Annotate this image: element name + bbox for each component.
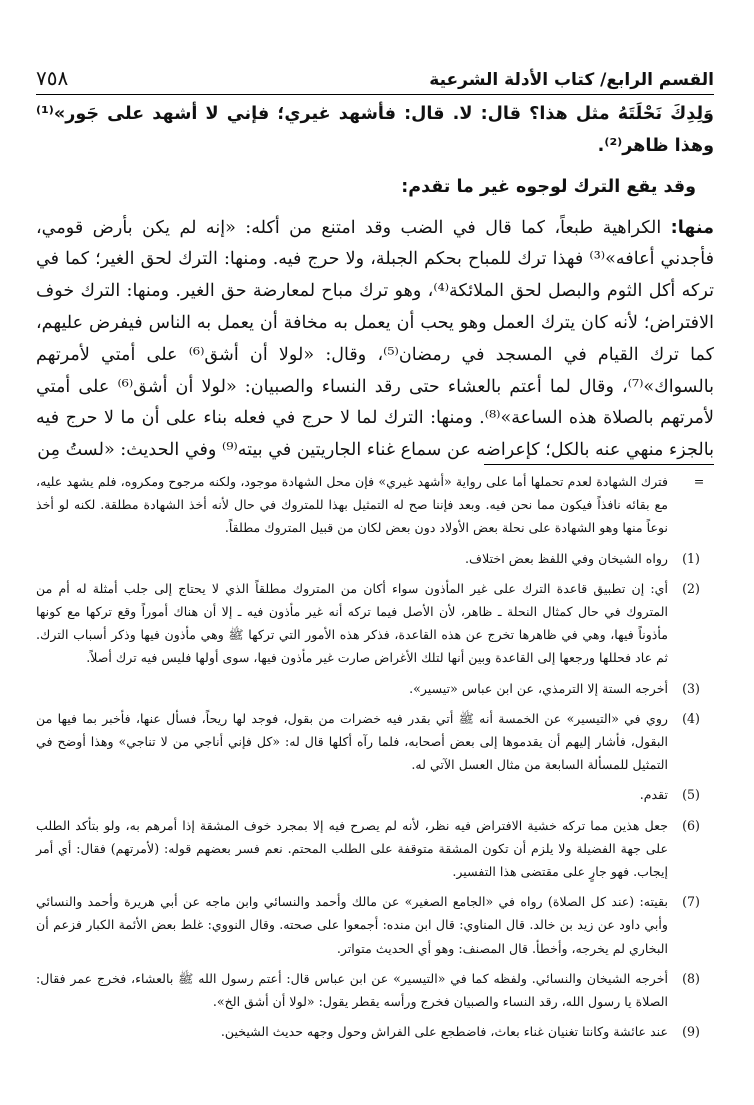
footnote xyxy=(36,783,714,806)
footnote-number: (7) xyxy=(682,894,700,910)
section-heading: وقد يقع الترك لوجوه غير ما تقدم: xyxy=(401,176,696,197)
footnote-text: أخرجه الستة إلا الترمذي، عن ابن عباس «تيسير». xyxy=(409,680,668,696)
page-number: ٧٥٨ xyxy=(36,66,69,90)
footnote-number: (5) xyxy=(682,787,700,803)
footnote xyxy=(36,967,714,1013)
footnote-number: (8) xyxy=(682,970,700,986)
footnote xyxy=(36,814,714,884)
paragraph-lead: منها: xyxy=(670,217,714,238)
footnotes xyxy=(36,470,714,1050)
footnote-number: (3) xyxy=(682,680,700,696)
footnote-text: جعل هذين مما تركه خشية الافتراض فيه نظر، لأنه لم يصرح فيه إلا بمجرد خوف المشقة إذا أمرهم به، ولو بتأكد الطلب على جهة الفضيلة ولا يلزم أن تكون المشقة متوقفة على الطلب المحتم. نعم فسر بعضهم قوله: (لأمرتهم) فقال: أي أمر إيجاب. فهو جارٍ على مقتضى هذا التفسير. xyxy=(36,817,668,880)
footnote-number: (1) xyxy=(682,550,700,566)
footnote-separator xyxy=(484,464,714,465)
main-text xyxy=(36,99,714,467)
footnote-continuation xyxy=(36,470,705,540)
footnote-number: (4) xyxy=(682,710,700,726)
footnote xyxy=(36,547,714,570)
footnote-text: تقدم. xyxy=(639,787,668,803)
continuation-marker: = xyxy=(693,474,705,489)
footnote-text: أخرجه الشيخان والنسائي. ولفظه كما في «التيسير» عن ابن عباس قال: أعتم رسول الله ﷺ بالعشاء، فخرج عمر فقال: الصلاة يا رسول الله، رقد النساء والصبيان فخرج ورأسه يقطر يقول: «لولا أن أشق الخ». xyxy=(36,970,668,1010)
paragraph-text: الكراهية طبعاً، كما قال في الضب وقد امتنع من أكله: «إنه لم يكن بأرض قومي، فأجدني أعافه»⁽³⁾ فهذا ترك للمباح بحكم الجبلة، ولا حرج فيه. ومنها: الترك لحق الغير؛ كما في تركه أكل الثوم والبصل لحق الملائكة⁽⁴⁾، وهو ترك مباح لمعارضة حق الغير. ومنها: الترك خوف الافتراض؛ لأنه كان يترك العمل وهو يحب أن يعمل به مخافة أن يعمل به الناس فيفرض عليهم، كما ترك القيام في المسجد في رمضان⁽⁵⁾، وقال: «لولا أن أشق⁽⁶⁾ على أمتي لأمرتهم بالسواك»⁽⁷⁾، وقال لما أعتم بالعشاء حتى رقد النساء والصبيان: «لولا أن أشق⁽⁶⁾ على أمتي لأمرتهم بالصلاة هذه الساعة»⁽⁸⁾. ومنها: الترك لما لا حرج في فعله بناء على أن ما لا حرج فيه بالجزء منهي عنه بالكل؛ كإعراضه عن سماع غناء الجاريتين في بيته⁽⁹⁾ وفي الحديث: «لستُ مِن xyxy=(36,217,714,461)
reasons-paragraph xyxy=(36,213,714,467)
page-header xyxy=(36,56,714,95)
footnote xyxy=(36,677,714,700)
footnote-number: (9) xyxy=(682,1024,700,1040)
footnote-text: بقيته: (عند كل الصلاة) رواه في «الجامع الصغير» عن مالك وأحمد والنسائي وابن ماجه عن أبي هريرة وأحمد والنسائي وأبي داود عن زيد بن خالد. قال المناوي: قال ابن منده: أجمعوا على صحته. وقال النووي: غلط بعض الأئمة الكبار فزعم أن البخاري لم يخرجه، وأخطأ. قال المصنف: وهو أي الحديث متواتر. xyxy=(36,894,668,956)
footnote xyxy=(36,707,714,777)
footnote-text: أي: إن تطبيق قاعدة الترك على غير المأذون سواء أكان من المتروك مطلقاً الذي لا يحتاج إلى جلب أمثلة له أم من المتروك في حال كمثال النحلة ـ ظاهر، لأن الأصل فيما تركه أنه غير مأذون فيه ـ إلا أن هناك أموراً وقع تركها مع كونها مأذوناً فيها، وهي في ظاهرها تخرج عن هذه القاعدة، فذكر هذه الأمور التي تركها ﷺ وهي مأذون فيها وذكر أسباب الترك. ثم عاد فحللها ورجعها إلى القاعدة وبين أنها لتلك الأغراض صارت غير مأذون فيها، سوى أولها فليس فيه ترك أصلاً. xyxy=(36,580,668,666)
running-title: القسم الرابع/ كتاب الأدلة الشرعية xyxy=(429,70,714,90)
footnote xyxy=(36,1020,714,1043)
footnote-number: (6) xyxy=(682,817,700,833)
footnote-text: روي في «التيسير» عن الخمسة أنه ﷺ أتي بقدر فيه خضرات من بقول، فوجد لها ريحاً، فسأل عنها، فأخبر بما فيها من البقول، فأشار إليهم أن يقدموها إلى بعض أصحابه، فلما رآه أكلها قال له: «كل فإني أناجي من لا تناجي» وهذا أوضح في التمثيل للمسألة السابعة من مثال العسل الآتي له. xyxy=(36,710,668,773)
footnote xyxy=(36,890,714,960)
footnote-text: عند عائشة وكانتا تغنيان غناء بعاث، فاضطجع على الفراش وحول وجهه حديث الشيخين. xyxy=(220,1024,668,1040)
continuation-text: فترك الشهادة لعدم تحملها أما على رواية «أشهد غيري» فإن محل الشهادة موجود، ولكنه مرجوح ومكروه، فلم يشهد عليه، مع بقائه نافذاً فيكون مما نحن فيه. وبعد فإننا صح له التمثيل بهذا للمتروك في حال لأنه أخذ الشهادة مطلقة. لكنه لو أخذ نوعاً منها وهو الشهادة على نحلة بعض الأولاد دون بعض لكان من قبيل المتروك مطلقاً. xyxy=(36,474,668,536)
opening-paragraph: وَلِدِكَ نَحْلَتَهُ مثل هذا؟ قال: لا. قال: فأشهد غيري؛ فإني لا أشهد على جَور»⁽¹⁾ وهذا ظاهر⁽²⁾. xyxy=(36,104,714,156)
footnote-number: (2) xyxy=(682,580,700,596)
footnote xyxy=(36,577,714,670)
footnote-text: رواه الشيخان وفي اللفظ بعض اختلاف. xyxy=(465,550,668,566)
